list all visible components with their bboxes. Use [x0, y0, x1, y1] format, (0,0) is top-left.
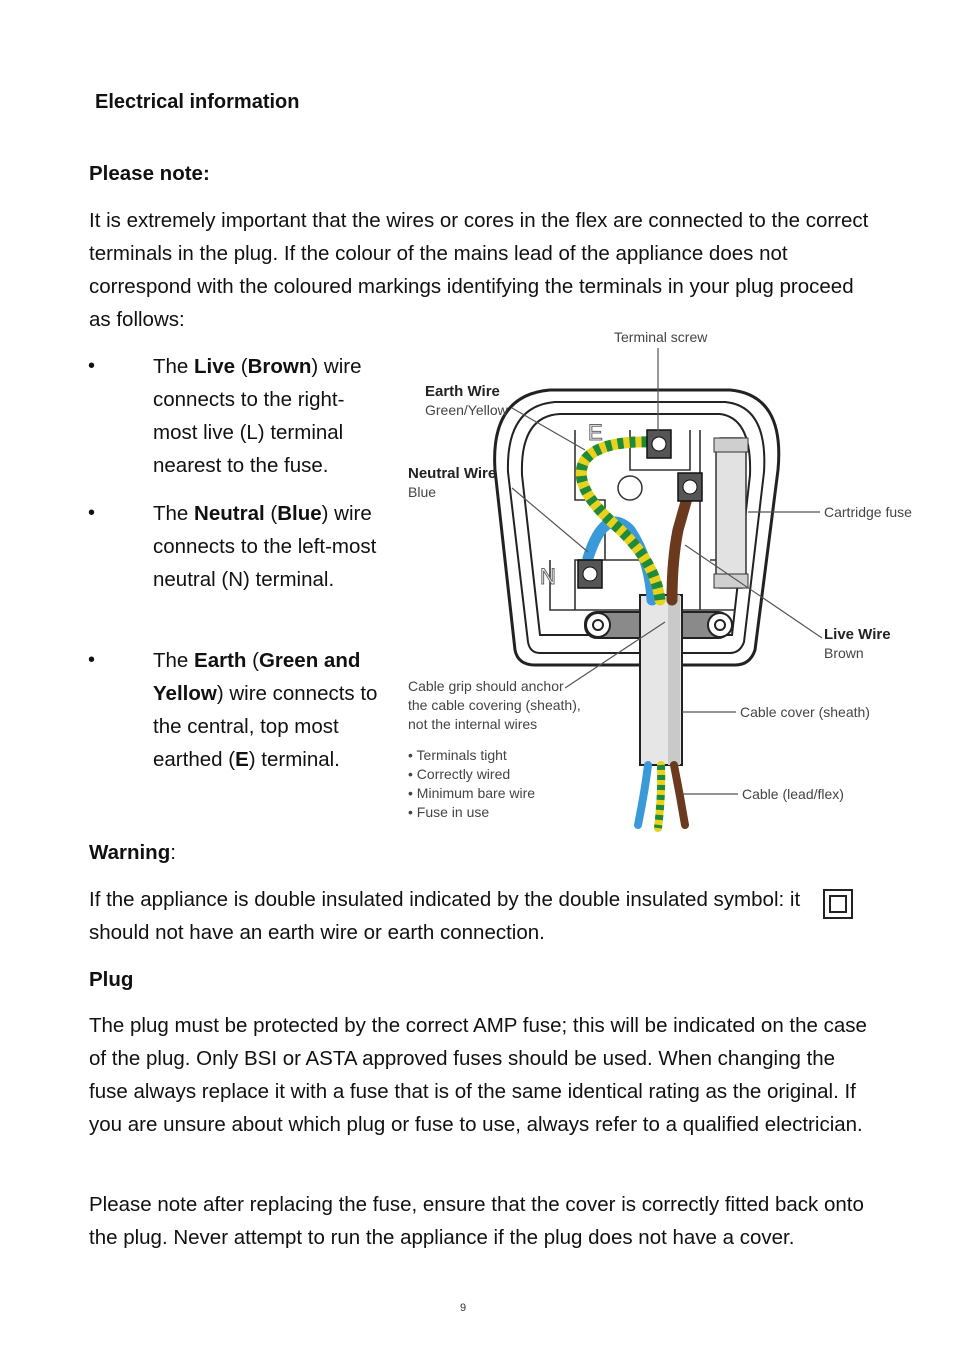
- bullet-neutral-pre: The: [153, 502, 195, 525]
- bullet-earth-post: ) wire connects to the central, top most earthed (: [153, 682, 378, 771]
- label-cable-grip-2: the cable covering (sheath),: [408, 697, 581, 713]
- cartridge-fuse: [716, 438, 746, 588]
- live-terminal-screw: [683, 480, 697, 494]
- label-check-1: • Terminals tight: [408, 747, 507, 763]
- bullet-live-mid: (: [235, 355, 248, 378]
- double-insulated-symbol-icon: [823, 889, 853, 919]
- bullet-live-color: Brown: [247, 355, 312, 378]
- label-cable-grip-3: not the internal wires: [408, 716, 538, 732]
- neutral-terminal-letter: N: [540, 564, 556, 589]
- bullet-earth-letter: E: [235, 748, 249, 771]
- plug-paragraph: The plug must be protected by the correct AMP fuse; this will be indicated on the case of the plug. Only BSI or ASTA approved fuses should be used. When changing the fuse always replace it with a fuse that is of the same identical rating as the original. If you are unsure about which plug or fuse to use, always refer to a qualified electrician.: [89, 1014, 867, 1136]
- bullet-earth-mid: (: [246, 649, 259, 672]
- earth-terminal-letter: E: [588, 420, 603, 445]
- warning-paragraph: If the appliance is double insulated indicated by the double insulated symbol: it should not have an earth wire or earth connection.: [89, 888, 801, 944]
- neutral-terminal-screw: [583, 567, 597, 581]
- label-earth-color: Green/Yellow: [425, 402, 508, 418]
- cable-end-brown: [674, 765, 685, 825]
- bullet-neutral-post: ) wire connects to the left-most neutral (N) terminal.: [153, 502, 377, 591]
- label-neutral-color: Blue: [408, 484, 437, 500]
- bullet-neutral-name: Neutral: [194, 502, 265, 525]
- bullet-live: [153, 350, 383, 482]
- grip-screw-left-inner: [593, 620, 603, 630]
- label-cable-cover: Cable cover (sheath): [740, 704, 870, 720]
- plug-heading: Plug: [89, 968, 134, 991]
- label-check-2: • Correctly wired: [408, 766, 511, 782]
- warning-heading-colon: :: [170, 841, 176, 864]
- label-terminal-screw: Terminal screw: [614, 329, 708, 345]
- bullet-neutral-color: Blue: [277, 502, 322, 525]
- bullet-earth-name: Earth: [194, 649, 247, 672]
- bullet-live-pre: The: [153, 355, 195, 378]
- label-live-wire: Live Wire: [824, 626, 891, 643]
- page-number: 9: [460, 1302, 467, 1314]
- bullet-earth-color: Green and Yellow: [153, 649, 361, 705]
- label-earth-wire: Earth Wire: [425, 383, 500, 400]
- label-check-4: • Fuse in use: [408, 804, 490, 820]
- bullet-earth-tail: ) terminal.: [248, 748, 340, 771]
- label-neutral-wire: Neutral Wire: [408, 465, 497, 482]
- bullet-neutral-mid: (: [264, 502, 278, 525]
- warning-heading: [89, 836, 176, 869]
- earth-terminal-screw: [652, 437, 666, 451]
- label-live-color: Brown: [824, 645, 864, 661]
- bullet-earth: [153, 644, 383, 776]
- bullet-live-post: ) wire connects to the right-most live (L) terminal nearest to the fuse.: [153, 355, 362, 477]
- label-check-3: • Minimum bare wire: [408, 785, 536, 801]
- bullet-dot: •: [88, 355, 96, 377]
- label-cable: Cable (lead/flex): [742, 786, 844, 802]
- page-title: Electrical information: [95, 91, 300, 113]
- cover-paragraph: Please note after replacing the fuse, ensure that the cover is correctly fitted back onto the plug. Never attempt to run the appliance if the plug does not have a cover.: [89, 1193, 864, 1249]
- fuse-cap-top: [714, 438, 748, 452]
- label-cable-grip-1: Cable grip should anchor: [408, 678, 564, 694]
- grip-screw-right-inner: [715, 620, 725, 630]
- cable-end-blue: [638, 765, 648, 825]
- cable-sheath-shade: [668, 595, 680, 765]
- label-cartridge-fuse: Cartridge fuse: [824, 504, 912, 520]
- bullet-earth-pre: The: [153, 649, 195, 672]
- intro-paragraph: It is extremely important that the wires or cores in the flex are connected to the correct terminals in the plug. If the colour of the mains lead of the appliance does not correspond with the coloured markings identifying the terminals in your plug proceed as follows:: [89, 209, 869, 331]
- please-note-heading: Please note:: [89, 162, 210, 185]
- bullet-live-name: Live: [194, 355, 236, 378]
- warning-heading-label: Warning: [89, 841, 171, 864]
- bullet-dot: •: [88, 502, 96, 524]
- earth-pin-hole: [618, 476, 642, 500]
- bullet-neutral: [153, 497, 383, 596]
- plug-wiring-diagram: [400, 320, 920, 840]
- bullet-dot: •: [88, 649, 96, 671]
